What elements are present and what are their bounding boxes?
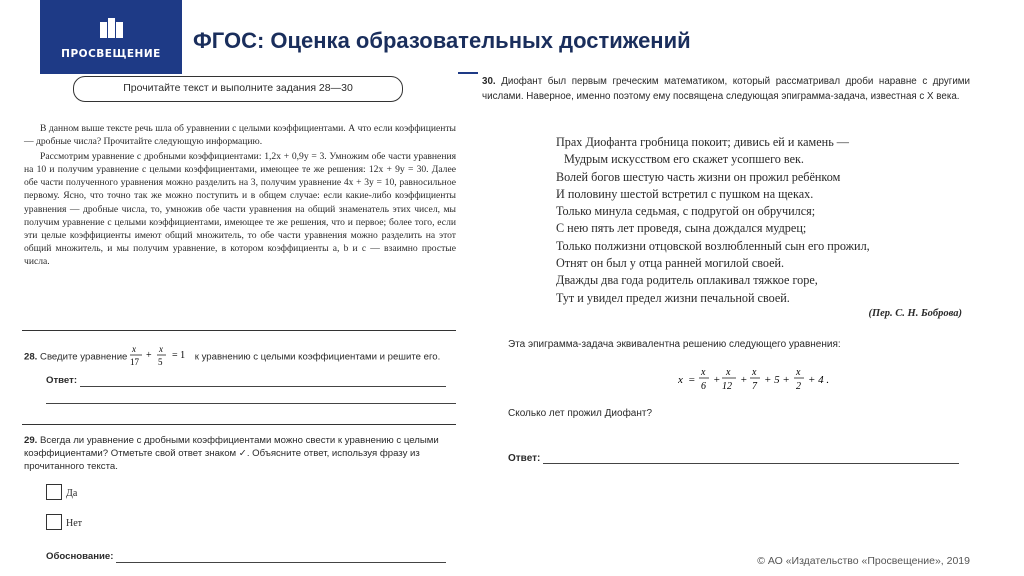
q30-number: 30. [482,76,496,87]
q30-answer-row [508,453,959,464]
q28-text-b: к уравнению с целыми коэффициентами и решите его. [194,351,441,363]
accent-line [458,72,478,74]
q28-fraction-equation [130,342,192,372]
svg-text:=: = [688,374,696,386]
svg-text:+ 4 .: + 4 . [808,374,830,386]
intro-paragraph-2: Рассмотрим уравнение с дробными коэффициентами: 1,2x + 0,9y = 3. Умножим обе части уравнения на 10 и получим уравнение с целыми коэффициентами, имеющее те же решения: 12x + 9y = 30. Далее обе части полученного уравнения можно разделить на 3, получим уравнение 4x + 3y = 10, равносильное первому. Ясно, что точно так же можно поступить и в общем случае: если какие-либо коэффициенты уравнения — дробные числа, то, умножив обе части уравнения на общий знаменатель этих чисел, мы получим уравнение с целыми коэффициентами, имеющее те же решения, что и первое; более того, если эти целые коэффициенты имеют общий множитель, то обе части уравнения можно разделить на этот общий множитель, и мы получим уравнение, в котором коэффициенты a, b и c — взаимно простые числа. [24,151,456,267]
poem-line: Только минула седьмая, с подругой он обручился; [556,204,816,219]
q29-justify-label: Обоснование: [46,551,114,562]
svg-text:17: 17 [130,357,140,367]
poem-line: Дважды два года родитель оплакивал тяжкое горе, [556,273,818,288]
equation-intro: Эта эпиграмма-задача эквивалентна решению следующего уравнения: [508,339,841,350]
task-banner: Прочитайте текст и выполните задания 28—30 [73,76,403,102]
yes-checkbox[interactable] [46,484,62,500]
svg-text:x: x [796,367,801,378]
svg-text:x: x [678,374,683,386]
yes-label: Да [66,488,78,499]
svg-text:x: x [701,367,706,378]
no-checkbox[interactable] [46,514,62,530]
svg-text:= 1: = 1 [172,350,186,361]
q28-text-a: Сведите уравнение [40,351,128,363]
copyright-footer: © АО «Издательство «Просвещение», 2019 [757,555,970,567]
q28-answer-field[interactable] [80,376,446,387]
intro-text [24,122,456,268]
page-title: ФГОС: Оценка образовательных достижений [193,28,691,53]
q28-answer-label: Ответ: [46,375,78,386]
svg-text:+: + [713,374,721,386]
diophantus-equation [678,364,858,394]
q30-text: Диофант был первым греческим математиком, который рассматривал дроби наравне с другими числами. Наверное, именно поэтому ему посвящена следующая эпиграмма-задача, известная с X века. [482,76,971,102]
q28-number: 28. [24,351,38,363]
q30-answer-field[interactable] [543,453,959,464]
no-label: Нет [66,518,83,529]
q29-text: Всегда ли уравнение с дробными коэффициентами можно свести к уравнению с целыми коэффициентами? Отметьте свой ответ знаком ✓. Объясните ответ, используя фразу из прочитанного текста. [24,435,439,472]
svg-text:+ 5 +: + 5 + [764,374,790,386]
separator [22,424,456,425]
question-29 [24,434,456,473]
logo-text: ПРОСВЕЩЕНИЕ [61,48,161,60]
svg-text:+: + [146,350,152,361]
svg-text:12: 12 [722,381,732,392]
svg-text:7: 7 [752,381,757,392]
poem-line: Мудрым искусством его скажет усопшего век. [564,152,804,167]
svg-text:2: 2 [796,381,801,392]
left-document-panel [18,72,460,572]
question-28 [24,342,456,372]
question-text: Сколько лет прожил Диофант? [508,408,653,419]
q28-answer-row [24,374,456,387]
svg-text:+: + [740,374,748,386]
logo-emblem-icon [98,18,124,40]
poem-line: Волей богов шестую часть жизни он прожил ребёнком [556,169,841,184]
publisher-logo [40,0,182,74]
svg-text:6: 6 [701,381,706,392]
poem-line: Только полжизни отцовской возлюбленный сын его прожил, [556,238,870,253]
svg-text:x: x [159,344,164,354]
q29-number: 29. [24,435,38,446]
separator [22,330,456,331]
translator-credit: (Пер. С. Н. Боброва) [868,308,962,319]
right-document-panel [478,72,972,472]
q29-justify-field[interactable] [116,552,446,563]
svg-text:x: x [132,344,137,354]
q30-answer-label: Ответ: [508,453,541,464]
intro-paragraph-1: В данном выше тексте речь шла об уравнении с целыми коэффициентами. А что если коэффициенты — дробные числа? Прочитайте следующую информацию. [24,123,456,148]
poem-line: И половину шестой встретил с пушком на щеках. [556,186,814,201]
poem-line: Отнят он был у отца ранней могилой своей. [556,256,785,271]
q28-answer-line-2[interactable] [46,403,456,404]
poem-line: Прах Диофанта гробница покоит; дивись ей и камень — [556,135,849,149]
svg-text:5: 5 [158,357,163,367]
svg-text:x: x [726,367,731,378]
epigram-poem [556,134,870,307]
svg-text:x: x [752,367,757,378]
poem-line: С нею пять лет проведя, сына дождался мудрец; [556,221,807,236]
poem-line: Тут и увидел предел жизни печальной своей. [556,290,790,305]
q29-justify-row [24,550,456,563]
question-30 [482,74,970,104]
